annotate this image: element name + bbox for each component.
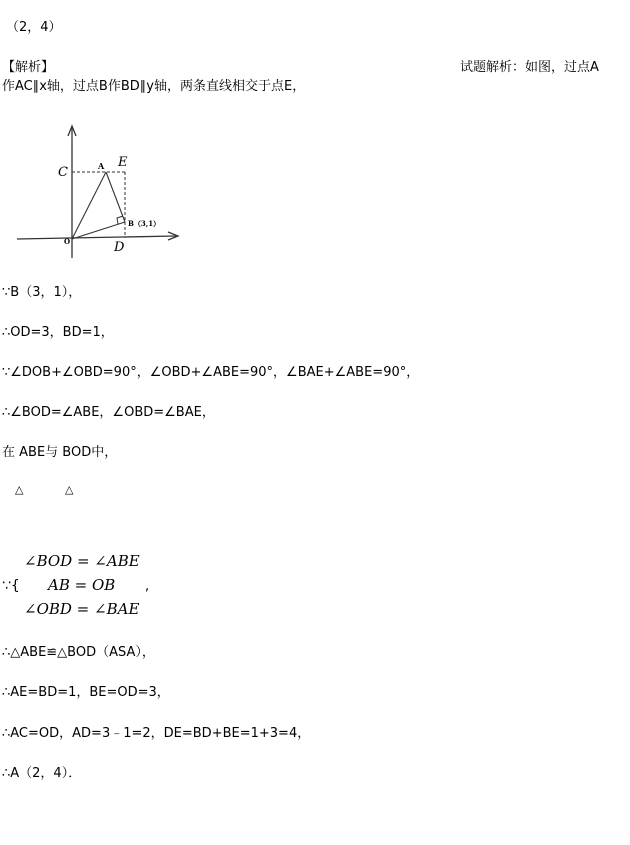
step-4: ∴∠BOD=∠ABE，∠OBD=∠BAE， (2, 405, 215, 420)
step-6: ∴△ABE≌△BOD（ASA）， (2, 645, 155, 660)
x-axis (17, 236, 176, 239)
step-3: ∵∠DOB+∠OBD=90°，∠OBD+∠ABE=90°，∠BAE+∠ABE=90°， (2, 365, 420, 380)
system-eq-2: AB = OB (48, 576, 116, 594)
triangle-symbol-1: △ (15, 483, 24, 496)
step-8: ∴AC=OD，AD=3﹣1=2，DE=BD+BE=1+3=4， (2, 726, 311, 741)
system-eq-3: ∠OBD = ∠BAE (24, 600, 140, 618)
answer-text: （2，4） (6, 20, 62, 35)
step-1: ∵B（3，1）， (2, 285, 82, 300)
coordinate-figure (14, 118, 184, 263)
step-2: ∴OD=3，BD=1， (2, 325, 114, 340)
segment-ob (72, 222, 125, 239)
label-c: C (58, 165, 68, 180)
step-7: ∴AE=BD=1，BE=OD=3， (2, 685, 170, 700)
analysis-line-1: 作AC∥x轴，过点B作BD∥y轴，两条直线相交于点E， (2, 79, 306, 94)
segment-oa (72, 172, 106, 239)
label-o: O (64, 237, 71, 246)
system-eq-1: ∠BOD = ∠ABE (24, 552, 140, 570)
label-e: E (118, 155, 128, 170)
step-5: 在 ABE与 BOD中， (2, 445, 118, 460)
step-9: ∴A（2，4）． (2, 766, 82, 781)
label-a: A (98, 161, 105, 171)
label-b: B（3,1） (128, 219, 161, 228)
label-d: D (114, 240, 125, 255)
analysis-side-note: 试题解析：如图，过点A (460, 60, 599, 75)
system-brace: ∵{ (2, 578, 20, 594)
segment-ab (106, 172, 125, 222)
system-comma: , (145, 579, 150, 594)
triangle-symbol-2: △ (65, 483, 74, 496)
analysis-heading: 【解析】 (2, 60, 55, 75)
